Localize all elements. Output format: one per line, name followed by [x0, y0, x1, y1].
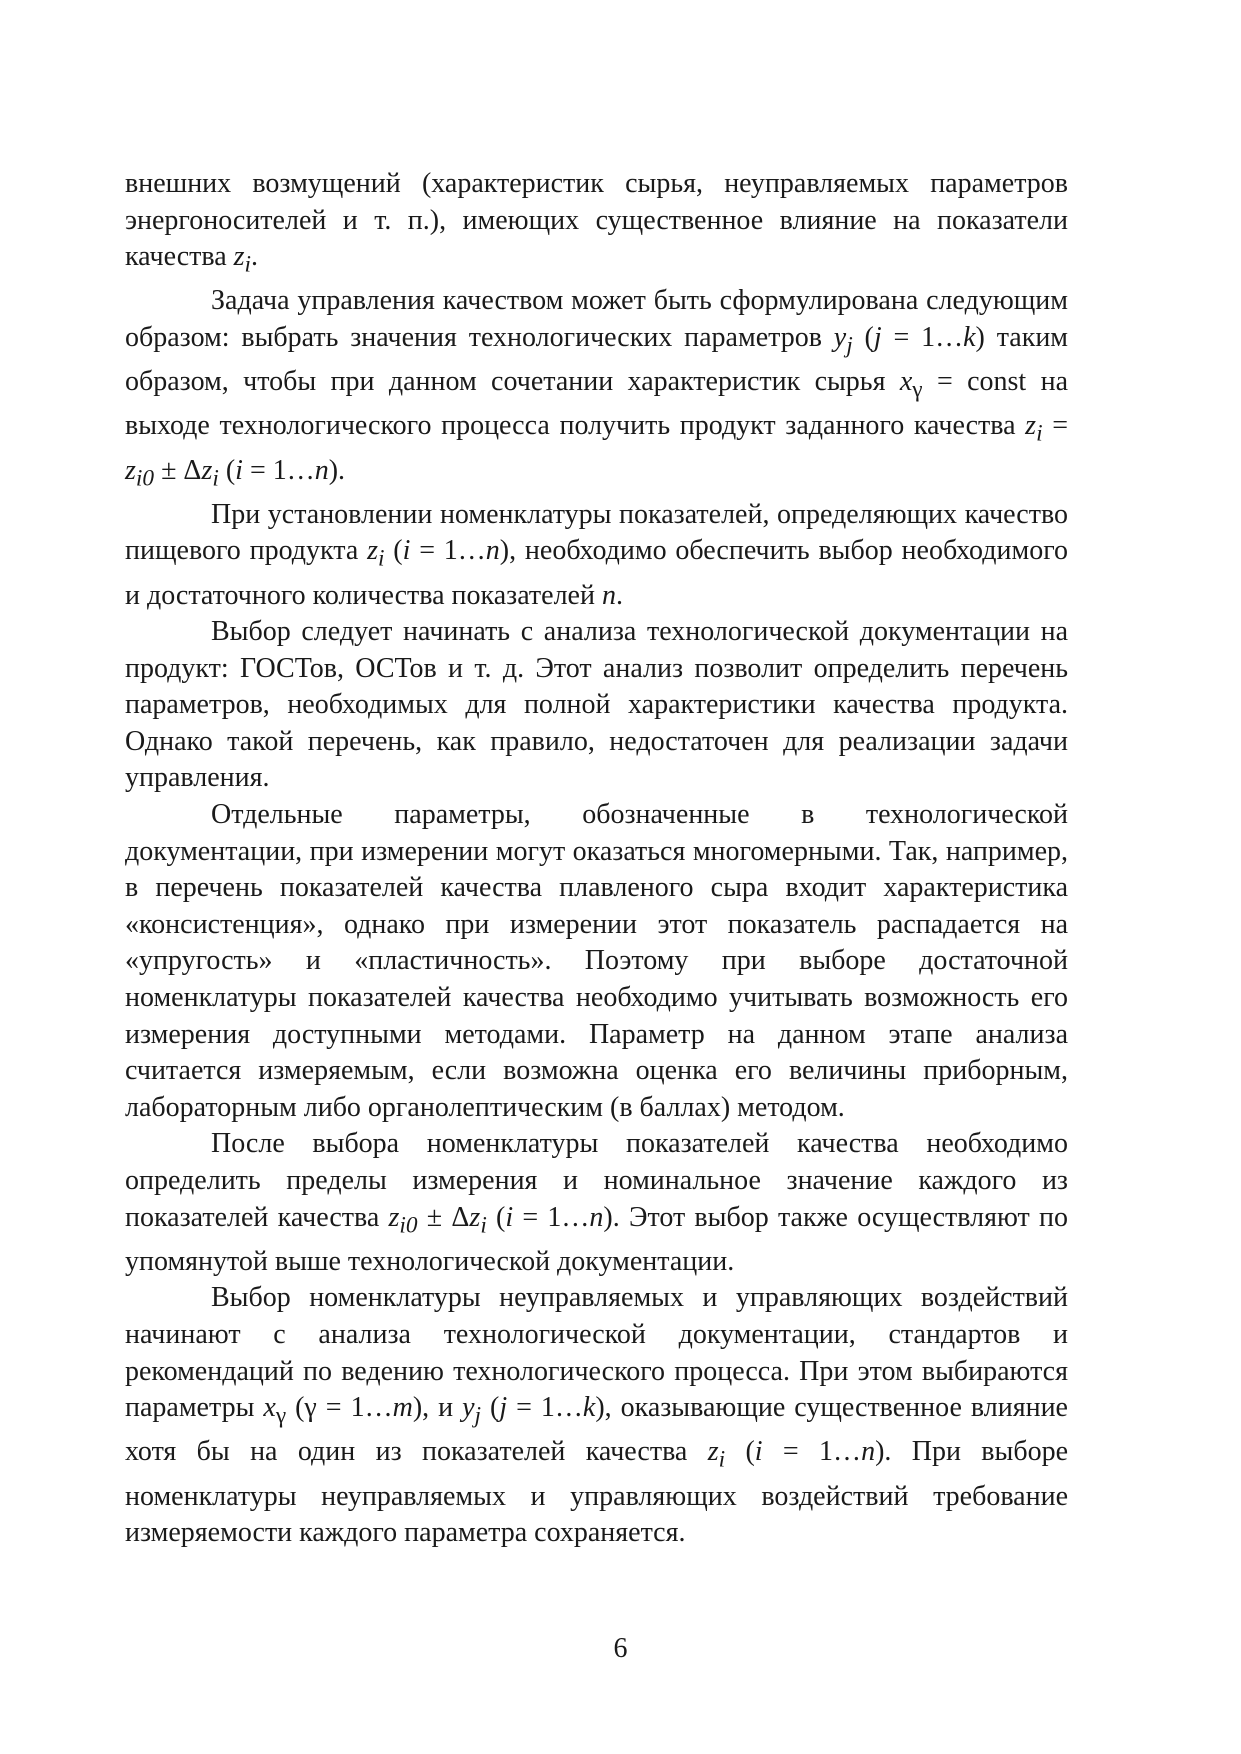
paragraph-5: Отдельные параметры, обозначенные в технологической документации, при измерении могут оказаться многомерными. Так, например, в перечень показателей качества плавленого сыра входит характеристика «консистенция», однако при измерении этот показатель распадается на «упругость» и «пластичность». Поэтому при выборе достаточной номенклатуры показателей качества необходимо учитывать возможность его измерения доступными методами. Параметр на данном этапе анализа считается измеряемым, если возможна оценка его величины приборным, лабораторным либо органолептическим (в баллах) методом.: [125, 799, 1068, 1123]
paragraph-6: После выбора номенклатуры показателей качества необходимо определить пределы измерения и номинальное значение каждого из показателей качества $z_{i0} \pm \Delta z_i$ (i = 1…n). Этот выбор также осуществляют по упомянутой выше технологической документации.: [125, 1128, 1069, 1277]
paragraph-3: При установлении номенклатуры показателей, определяющих качество пищевого продукта $z_i$ (i = 1…n), необходимо обеспечить выбор необходимого и достаточного количества показателей n.: [125, 498, 1068, 611]
paragraph-1: внешних возмущений (характеристик сырья, неуправляемых параметров энергоносителей и т. п.), имеющих существенное влияние на показатели качества $z_i$.: [125, 168, 1068, 278]
page-number: 6: [613, 1633, 628, 1664]
paragraph-4: Выбор следует начинать с анализа технологической документации на продукт: ГОСТов, ОСТов и т. д. Этот анализ позволит определить перечень параметров, необходимых для полной характеристики качества продукта. Однако такой перечень, как правило, недостаточен для реализации задачи управления.: [125, 616, 1068, 794]
document-body: [125, 166, 1068, 1552]
paragraph-7: Выбор номенклатуры неуправляемых и управляющих воздействий начинают с анализа технологической документации, стандартов и рекомендаций по ведению технологического процесса. При этом выбираются параметры $x_\gamma$ (γ = 1…m), и $y_j$ (j = 1…k), оказывающие существенное влияние хотя бы на один из показателей качества $z_i$ (i = 1…n). При выборе номенклатуры неуправляемых и управляющих воздействий требование измеряемости каждого параметра сохраняется.: [125, 1282, 1068, 1549]
paragraph-2: Задача управления качеством может быть сформулирована следующим образом: выбрать значения технологических параметров $y_j$ (j = 1…k) таким образом, чтобы при данном сочетании характеристик сырья $x_\gamma$ = const на выходе технологического процесса получить продукт заданного качества $z_i = z_{i0} \pm \Delta z_i$ (i = 1…n).: [125, 285, 1069, 492]
